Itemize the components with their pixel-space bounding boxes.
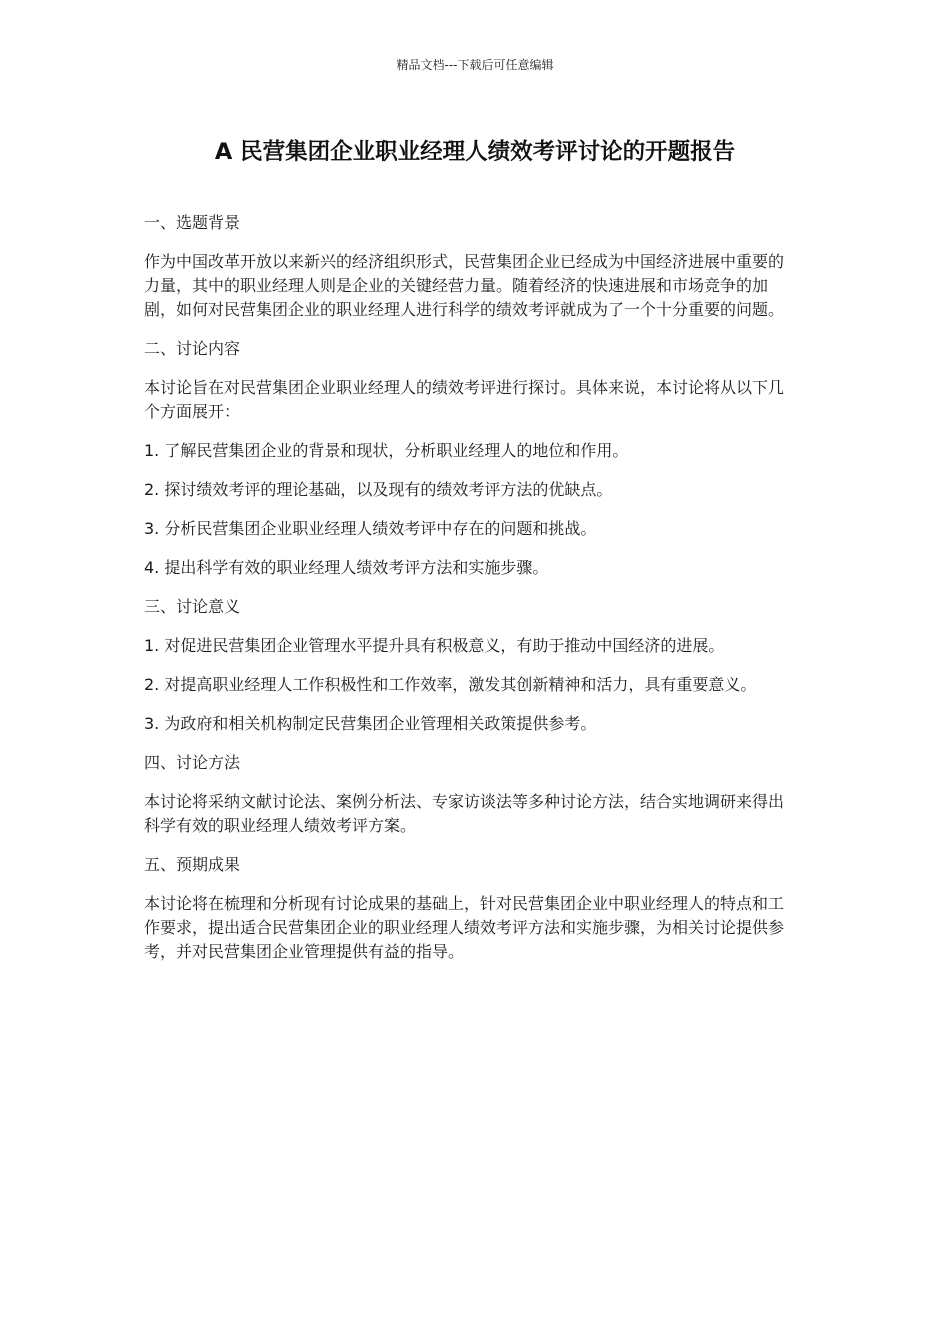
list-item: 2. 探讨绩效考评的理论基础，以及现有的绩效考评方法的优缺点。: [144, 480, 613, 499]
header-note: 精品文档---下载后可任意编辑: [396, 58, 554, 72]
list-item: 1. 了解民营集团企业的背景和现状，分析职业经理人的地位和作用。: [144, 441, 629, 460]
section-heading-background: 一、选题背景: [144, 213, 241, 232]
list-item: 4. 提出科学有效的职业经理人绩效考评方法和实施步骤。: [144, 558, 549, 577]
section-heading-significance: 三、讨论意义: [144, 597, 241, 616]
paragraph-content-intro: 本讨论旨在对民营集团企业职业经理人的绩效考评进行探讨。具体来说，本讨论将从以下几个方面展开：: [144, 378, 785, 421]
section-heading-method: 四、讨论方法: [144, 753, 241, 772]
paragraph-method: 本讨论将采纳文献讨论法、案例分析法、专家访谈法等多种讨论方法，结合实地调研来得出科学有效的职业经理人绩效考评方案。: [144, 792, 785, 835]
section-heading-content: 二、讨论内容: [144, 339, 241, 358]
list-item: 1. 对促进民营集团企业管理水平提升具有积极意义，有助于推动中国经济的进展。: [144, 636, 725, 655]
list-item: 2. 对提高职业经理人工作积极性和工作效率，激发其创新精神和活力，具有重要意义。: [144, 675, 757, 694]
paragraph-results: 本讨论将在梳理和分析现有讨论成果的基础上，针对民营集团企业中职业经理人的特点和工作要求，提出适合民营集团企业的职业经理人绩效考评方法和实施步骤，为相关讨论提供参考，并对民营集团企业管理提供有益的指导。: [144, 894, 785, 961]
section-heading-results: 五、预期成果: [144, 855, 241, 874]
document-title: A 民营集团企业职业经理人绩效考评讨论的开题报告: [214, 139, 736, 165]
list-item: 3. 为政府和相关机构制定民营集团企业管理相关政策提供参考。: [144, 714, 597, 733]
paragraph-background: 作为中国改革开放以来新兴的经济组织形式，民营集团企业已经成为中国经济进展中重要的力量，其中的职业经理人则是企业的关键经营力量。随着经济的快速进展和市场竞争的加剧，如何对民营集团企业的职业经理人进行科学的绩效考评就成为了一个十分重要的问题。: [144, 252, 785, 319]
list-item: 3. 分析民营集团企业职业经理人绩效考评中存在的问题和挑战。: [144, 519, 597, 538]
document-body: [144, 211, 816, 979]
